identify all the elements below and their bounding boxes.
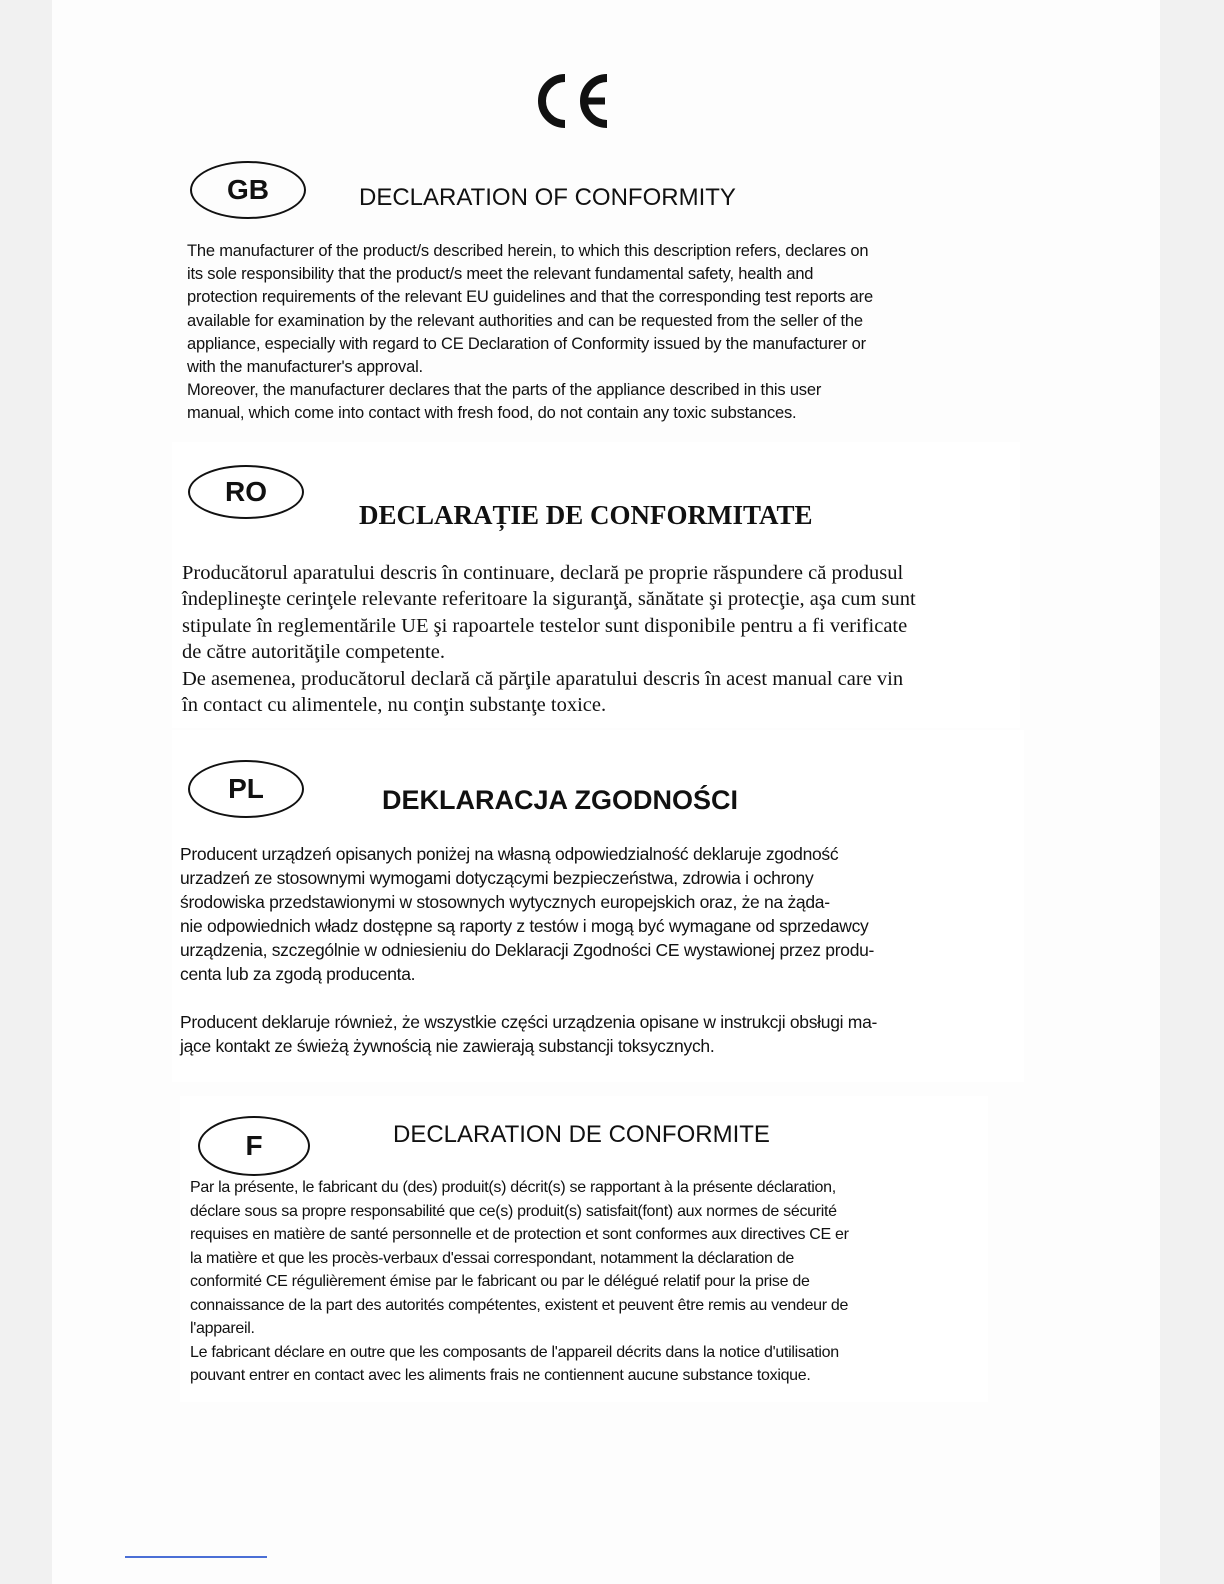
declaration-title-ro: DECLARAȚIE DE CONFORMITATE xyxy=(359,500,813,530)
body-line: its sole responsibility that the product/s meet the relevant fundamental safety, health and xyxy=(187,265,814,284)
body-line: Moreover, the manufacturer declares that the parts of the appliance described in this user xyxy=(187,381,822,400)
body-line: l'appareil. xyxy=(190,1320,255,1337)
body-line: Producătorul aparatului descris în continuare, declară pe proprie răspundere că produsul xyxy=(182,562,904,584)
declaration-title-f: DECLARATION DE CONFORMITE xyxy=(393,1121,770,1148)
declaration-body-pl xyxy=(180,842,1015,1058)
country-badge-f: F xyxy=(198,1116,310,1176)
body-line: Producent urządzeń opisanych poniżej na własną odpowiedzialność deklaruje zgodność xyxy=(180,844,839,864)
body-line: stipulate în reglementările UE şi rapoartele testelor sunt disponibile pentru a fi verificate xyxy=(182,614,908,637)
declaration-body-gb xyxy=(187,240,1002,426)
body-line: available for examination by the relevant authorities and can be requested from the seller of the xyxy=(187,311,863,330)
body-line: în contact cu alimentele, nu conţin substanţe toxice. xyxy=(182,694,607,717)
country-badge-gb: GB xyxy=(190,161,306,219)
body-line: Le fabricant déclare en outre que les composants de l'appareil décrits dans la notice d'utilisation xyxy=(190,1343,839,1361)
body-line: protection requirements of the relevant EU guidelines and that the corresponding test reports are xyxy=(187,288,873,307)
body-line: urządzenia, szczególnie w odniesieniu do Deklaracji Zgodności CE wystawionej przez produ- xyxy=(180,940,875,960)
body-line: The manufacturer of the product/s described herein, to which this description refers, declares on xyxy=(187,242,869,260)
footer-link-underline xyxy=(125,1556,267,1558)
body-line: manual, which come into contact with fresh food, do not contain any toxic substances. xyxy=(187,404,797,423)
declaration-body-ro xyxy=(182,560,1012,718)
body-line: connaissance de la part des autorités compétentes, existent et peuvent être remis au vendeur de xyxy=(190,1296,849,1314)
body-line: centa lub za zgodą producenta. xyxy=(180,964,416,984)
country-badge-ro: RO xyxy=(188,465,304,519)
body-line: nie odpowiednich władz dostępne są raporty z testów i mogą być wymagane od sprzedawcy xyxy=(180,916,869,936)
body-line: De asemenea, producătorul declară că părţile aparatului descris în acest manual care vin xyxy=(182,667,904,690)
body-line: środowiska przedstawionymi w stosownych wytycznych europejskich oraz, że na żąda- xyxy=(180,892,830,912)
body-line: la matière et que les procès-verbaux d'essai correspondant, notamment la déclaration de xyxy=(190,1249,794,1267)
declaration-title-pl: DEKLARACJA ZGODNOŚCI xyxy=(382,785,739,815)
declaration-title-gb: DECLARATION OF CONFORMITY xyxy=(359,184,736,211)
body-line: déclare sous sa propre responsabilité que ce(s) produit(s) satisfait(font) aux normes de sécurité xyxy=(190,1202,837,1220)
paragraph-gap xyxy=(180,986,1015,1010)
body-line: appliance, especially with regard to CE Declaration of Conformity issued by the manufacturer or xyxy=(187,334,866,353)
body-line: de către autorităţile competente. xyxy=(182,641,445,664)
body-line: Par la présente, le fabricant du (des) produit(s) décrit(s) se rapportant à la présente déclaration, xyxy=(190,1179,836,1196)
body-line: requises en matière de santé personnelle et de protection et sont conformes aux directives CE er xyxy=(190,1226,849,1243)
body-line: pouvant entrer en contact avec les aliments frais ne contiennent aucune substance toxique. xyxy=(190,1367,811,1384)
body-line: with the manufacturer's approval. xyxy=(187,358,423,377)
body-line: urzadzeń ze stosownymi wymogami dotyczącymi bezpieczeństwa, zdrowia i ochrony xyxy=(180,868,814,888)
declaration-body-f xyxy=(190,1176,990,1388)
body-line: îndeplineşte cerinţele relevante referitoare la siguranţă, sănătate şi protecţie, aşa cum sunt xyxy=(182,588,916,611)
country-badge-pl: PL xyxy=(188,760,304,818)
body-line: Producent deklaruje również, że wszystkie części urządzenia opisane w instrukcji obsługi ma- xyxy=(180,1012,878,1032)
body-line: conformité CE régulièrement émise par le fabricant ou par le délégué relatif pour la prise de xyxy=(190,1273,810,1290)
body-line: jące kontakt ze świeżą żywnością nie zawierają substancji toksycznych. xyxy=(180,1036,715,1056)
ce-mark-logo xyxy=(535,72,615,130)
